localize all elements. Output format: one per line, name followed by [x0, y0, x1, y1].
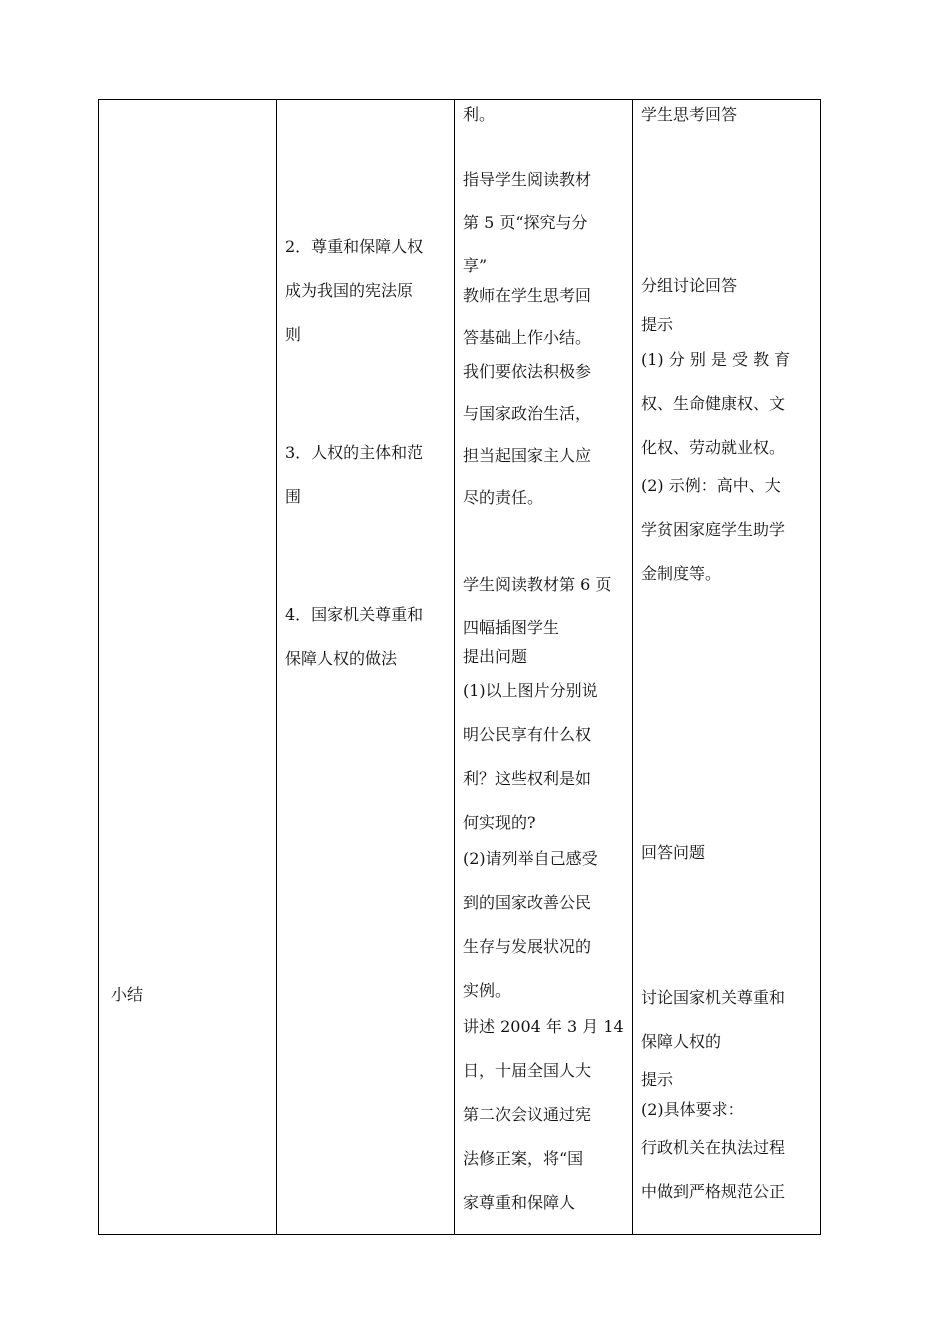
- text-line: 指导学生阅读教材: [463, 170, 592, 189]
- text-line: 学生思考回答: [641, 105, 738, 124]
- text-line: 围: [285, 487, 302, 506]
- text-line: 生存与发展状况的: [463, 937, 592, 956]
- text-line: 明公民享有什么权: [463, 725, 592, 744]
- text-line: 尽的责任。: [463, 488, 544, 507]
- text-line: 2．尊重和保障人权: [285, 237, 424, 256]
- text-line: 利？这些权利是如: [463, 769, 592, 788]
- student-activity-2: [641, 276, 813, 584]
- text-line: 成为我国的宪法原: [285, 281, 414, 300]
- text-line: 权、生命健康权、文: [641, 394, 786, 413]
- lesson-table: [98, 99, 821, 1235]
- text-line: 何实现的?: [463, 813, 536, 832]
- text-line: 第二次会议通过宪: [463, 1105, 592, 1124]
- content-point-4: [285, 605, 450, 669]
- teacher-activity-1: [463, 105, 623, 125]
- text-line: (1)以上图片分别说: [463, 681, 598, 700]
- text-line: 教师在学生思考回: [463, 286, 592, 305]
- text-line: 家尊重和保障人: [463, 1193, 576, 1212]
- text-line: 提出问题: [463, 647, 528, 666]
- text-line: 日，十届全国人大: [463, 1061, 592, 1080]
- column-divider: [454, 100, 455, 1234]
- text-line: 到的国家改善公民: [463, 893, 592, 912]
- text-line: 保障人权的: [641, 1032, 722, 1051]
- text-line: 保障人权的做法: [285, 649, 398, 668]
- text-line: 与国家政治生活，: [463, 404, 592, 423]
- text-line: 四幅插图学生: [463, 618, 560, 637]
- text-line: 学贫困家庭学生助学: [641, 520, 786, 539]
- teacher-activity-2: [463, 170, 623, 508]
- text-line: 学生阅读教材第 6 页: [463, 575, 612, 594]
- teacher-activity-3: [463, 575, 623, 1213]
- student-activity-3: [641, 843, 813, 863]
- text-line: 3．人权的主体和范: [285, 443, 424, 462]
- text-line: 担当起国家主人应: [463, 446, 592, 465]
- text-line: 4．国家机关尊重和: [285, 605, 424, 624]
- text-line: 讨论国家机关尊重和: [641, 988, 786, 1007]
- text-line: 答基础上作小结。: [463, 328, 592, 347]
- text-line: 提示: [641, 315, 674, 334]
- text-line: (2) 示例：高中、大: [641, 476, 781, 495]
- student-activity-1: [641, 105, 813, 125]
- text-line: 分组讨论回答: [641, 276, 738, 295]
- text-line: 回答问题: [641, 843, 706, 862]
- text-line: 中做到严格规范公正: [641, 1182, 786, 1201]
- section-label: 小结: [111, 985, 144, 1004]
- content-point-3: [285, 443, 450, 507]
- text-line: 第 5 页“探究与分: [463, 213, 588, 232]
- text-line: 行政机关在执法过程: [641, 1138, 786, 1157]
- text-line: 则: [285, 325, 302, 344]
- text-line: (1) 分 别 是 受 教 育: [641, 350, 791, 369]
- column-divider: [632, 100, 633, 1234]
- text-line: 讲述 2004 年 3 月 14: [463, 1017, 624, 1036]
- text-line: 化权、劳动就业权。: [641, 438, 786, 457]
- text-line: 利。: [463, 105, 496, 124]
- student-activity-4: [641, 988, 813, 1202]
- text-line: (2)请列举自己感受: [463, 849, 598, 868]
- text-line: 享”: [463, 256, 488, 275]
- text-line: 提示: [641, 1070, 674, 1089]
- text-line: 实例。: [463, 981, 512, 1000]
- content-point-2: [285, 237, 450, 345]
- text-line: (2)具体要求：: [641, 1100, 744, 1119]
- text-line: 金制度等。: [641, 564, 722, 583]
- text-line: 我们要依法积极参: [463, 362, 592, 381]
- text-line: 法修正案，将“国: [463, 1149, 584, 1168]
- column-divider: [276, 100, 277, 1234]
